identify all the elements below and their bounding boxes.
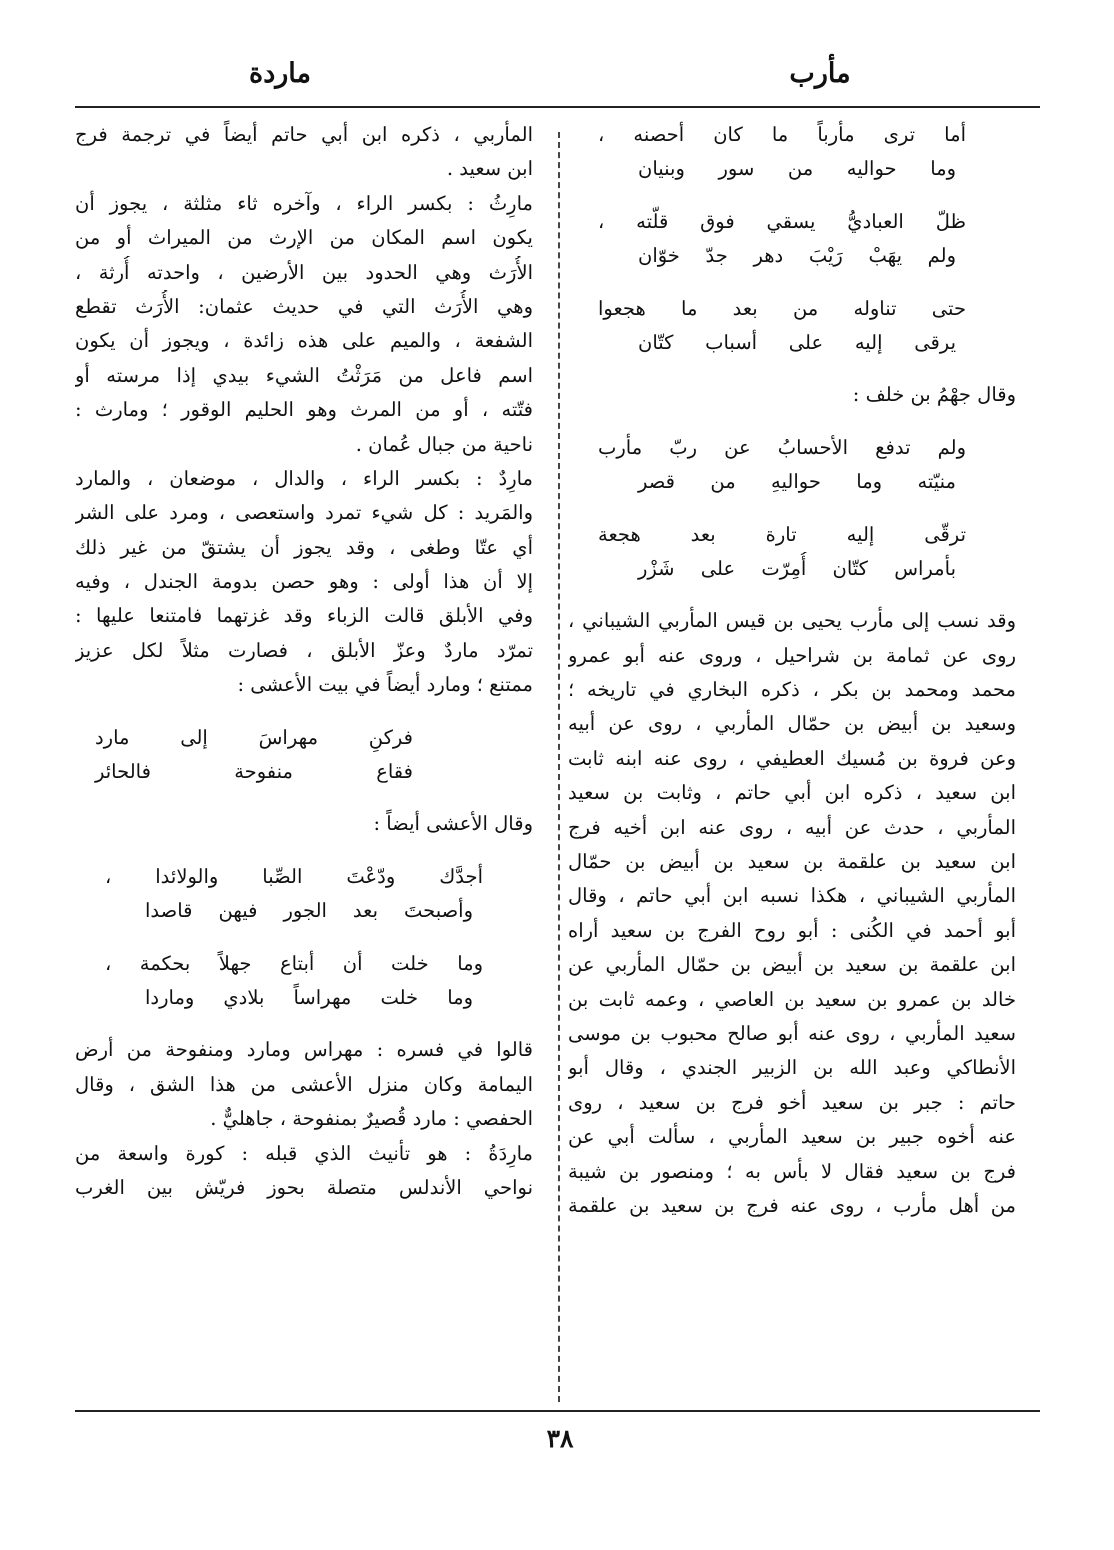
text-line: وقال جهْمُ بن خلف : <box>852 383 1016 407</box>
verse-line: ولم يهَبْ رَيْبَ دهر جدّ خوّان <box>638 244 956 268</box>
text-line: يكون اسم المكان من الإرث من الميراث أو من <box>75 226 533 250</box>
header-rule <box>75 106 1040 108</box>
verse-gap <box>75 1015 533 1033</box>
text-line: تمرّد ماردٌ وعزّ الأبلق ، فصارت مثلاً لكل عزيز <box>75 638 533 662</box>
page-number: ٣٨ <box>546 1424 574 1453</box>
text-line: وعن فروة بن مُسيك العطيفي ، روى عنه ابنه ثابت <box>568 746 1016 770</box>
verse-gap <box>75 929 533 947</box>
text-line: ممتنع ؛ ومارد أيضاً في بيت الأعشى : <box>237 673 533 697</box>
text-line: سعيد المأربي ، روى عنه أبو صالح محبوب بن موسى <box>568 1021 1016 1045</box>
verse-gap <box>568 413 1016 431</box>
verse-line: ترقّى إليه تارة بعد هجعة <box>598 522 966 546</box>
text-line: محمد ومحمد بن بكر ، ذكره البخاري في تاريخه ؛ <box>568 678 1016 702</box>
text-line: فرج بن سعيد فقال لا بأس به ؛ ومنصور بن شيبة <box>568 1159 1016 1183</box>
verse-line: حتى تناوله من بعد ما هجعوا <box>598 296 966 320</box>
text-line: مارِثُ : بكسر الراء ، وآخره ثاء مثلثة ، يجوز أن <box>75 191 533 215</box>
verse-line: ظلّ العباديُّ يسقي فوق قلّته ، <box>598 209 966 233</box>
text-line: إلا أن هذا أولى : وهو حصن بدومة الجندل ، وفيه <box>75 570 533 594</box>
verse-line: وما حواليه من سور وبنيان <box>638 157 956 181</box>
text-line: أي عتّا وطغى ، وقد يجوز أن يشتقّ من غير ذلك <box>75 535 533 559</box>
text-line: المأربي ، حدث عن أبيه ، روى عنه ابن أخيه فرج <box>568 815 1016 839</box>
text-line: حاتم : جبر بن سعيد أخو فرج بن سعيد ، روى <box>568 1090 1016 1114</box>
text-line: عنه أخوه جبير بن سعيد المأربي ، سألت أبي عن <box>568 1125 1016 1149</box>
text-line: روى عن ثمامة بن شراحيل ، وروى عنه أبو عمرو <box>568 643 1016 667</box>
verse-gap <box>568 500 1016 518</box>
text-line: مارِدَةُ : هو تأنيث الذي قبله : كورة واسعة من <box>75 1141 533 1165</box>
left-column <box>75 118 533 1408</box>
verse-gap <box>568 274 1016 292</box>
verse-gap <box>568 360 1016 378</box>
text-line: وقال الأعشى أيضاً : <box>373 812 533 836</box>
text-line: أبو أحمد في الكُنى : أبو روح الفرج بن سعيد أراه <box>568 918 1016 942</box>
footer-rule <box>75 1410 1040 1412</box>
verse-line: فقاع منفوحة فالحائر <box>95 760 413 784</box>
text-line: والمَريد : كل شيء تمرد واستعصى ، ومرد على الشر <box>75 501 533 525</box>
verse-gap <box>568 187 1016 205</box>
verse-line: ولم تدفع الأحسابُ عن ربّ مأرب <box>598 435 966 459</box>
text-line: الحفصي : مارد قُصيرٌ بمنفوحة ، جاهليٌّ . <box>210 1107 533 1131</box>
text-line: ابن سعيد ، ذكره ابن أبي حاتم ، وثابت بن سعيد <box>568 781 1016 805</box>
text-line: مارِدٌ : بكسر الراء ، والدال ، موضعان ، والمارد <box>75 466 533 490</box>
column-divider <box>558 132 560 1402</box>
text-line: وسعيد بن أبيض بن حمّال المأربي ، روى عن أبيه <box>568 712 1016 736</box>
right-column <box>568 118 1016 1408</box>
text-line: الأُرَث وهي الحدود بين الأرضين ، واحدته أُرثة ، <box>75 260 533 284</box>
text-line: وفي الأبلق قالت الزباء وقد غزتهما فامتنعا عليها : <box>75 604 533 628</box>
verse-gap <box>75 842 533 860</box>
running-header-right: مأرب <box>789 58 851 89</box>
verse-line: يرقى إليه على أسباب كتّان <box>638 330 956 354</box>
running-header-left: ماردة <box>249 58 311 89</box>
text-line: المأربي الشيباني ، هكذا نسبه ابن أبي حاتم ، وقال <box>568 884 1016 908</box>
verse-line: منيّته وما حواليهِ من قصر <box>638 470 956 494</box>
verse-gap <box>568 586 1016 604</box>
text-line: وقد نسب إلى مأرب يحيى بن قيس المأربي الشيباني ، <box>568 609 1016 633</box>
text-line: الأنطاكي وعبد الله بن الزبير الجندي ، وقال أبو <box>568 1056 1016 1080</box>
text-line: خالد بن عمرو بن سعيد بن العاصي ، وعمه ثابت بن <box>568 987 1016 1011</box>
text-line: الشفعة ، والميم على هذه زائدة ، ويجوز أن يكون <box>75 329 533 353</box>
text-line: ابن سعيد بن علقمة بن سعيد بن أبيض بن حمّال <box>568 850 1016 874</box>
verse-line: وما خلت مهراساً بلادي وماردا <box>145 985 473 1009</box>
text-line: اسم فاعل من مَرَثْتُ الشيء بيدي إذا مرسته أو <box>75 363 533 387</box>
text-line: ابن علقمة بن سعيد بن أبيض بن حمّال المأربي عن <box>568 953 1016 977</box>
verse-gap <box>75 703 533 721</box>
text-line: المأربي ، ذكره ابن أبي حاتم أيضاً في ترجمة فرج <box>75 123 533 146</box>
text-line: ابن سعيد . <box>446 157 533 181</box>
verse-line: وأصبحتَ بعد الجور فيهن قاصدا <box>145 899 473 923</box>
text-line: اليمامة وكان منزل الأعشى من هذا الشق ، وقال <box>75 1072 533 1096</box>
verse-gap <box>75 789 533 807</box>
verse-line: أما ترى مأرباً ما كان أحصنه ، <box>598 123 966 146</box>
text-line: من أهل مأرب ، روى عنه فرج بن سعيد بن علقمة <box>568 1193 1016 1217</box>
text-line: ناحية من جبال عُمان . <box>355 432 533 456</box>
verse-line: فركنِ مهراسَ إلى مارد <box>95 725 413 749</box>
text-line: نواحي الأندلس متصلة بحوز فريّش بين الغرب <box>75 1175 533 1199</box>
text-line: قالوا في فسره : مهراس ومارد ومنفوحة من أرض <box>75 1038 533 1062</box>
verse-line: وما خلت أن أبتاع جهلاً بحكمة ، <box>105 951 483 975</box>
text-line: فتّته ، أو من المرث وهو الحليم الوقور ؛ ومارث : <box>75 398 533 422</box>
verse-line: أجدَّك ودّعْتَ الصِّبا والولائدا ، <box>105 864 483 888</box>
verse-line: بأمراس كتّان أُمِرّت على شَزْر <box>638 556 956 580</box>
text-line: وهي الأُرَث التي في حديث عثمان: الأُرَث تقطع <box>75 294 533 318</box>
